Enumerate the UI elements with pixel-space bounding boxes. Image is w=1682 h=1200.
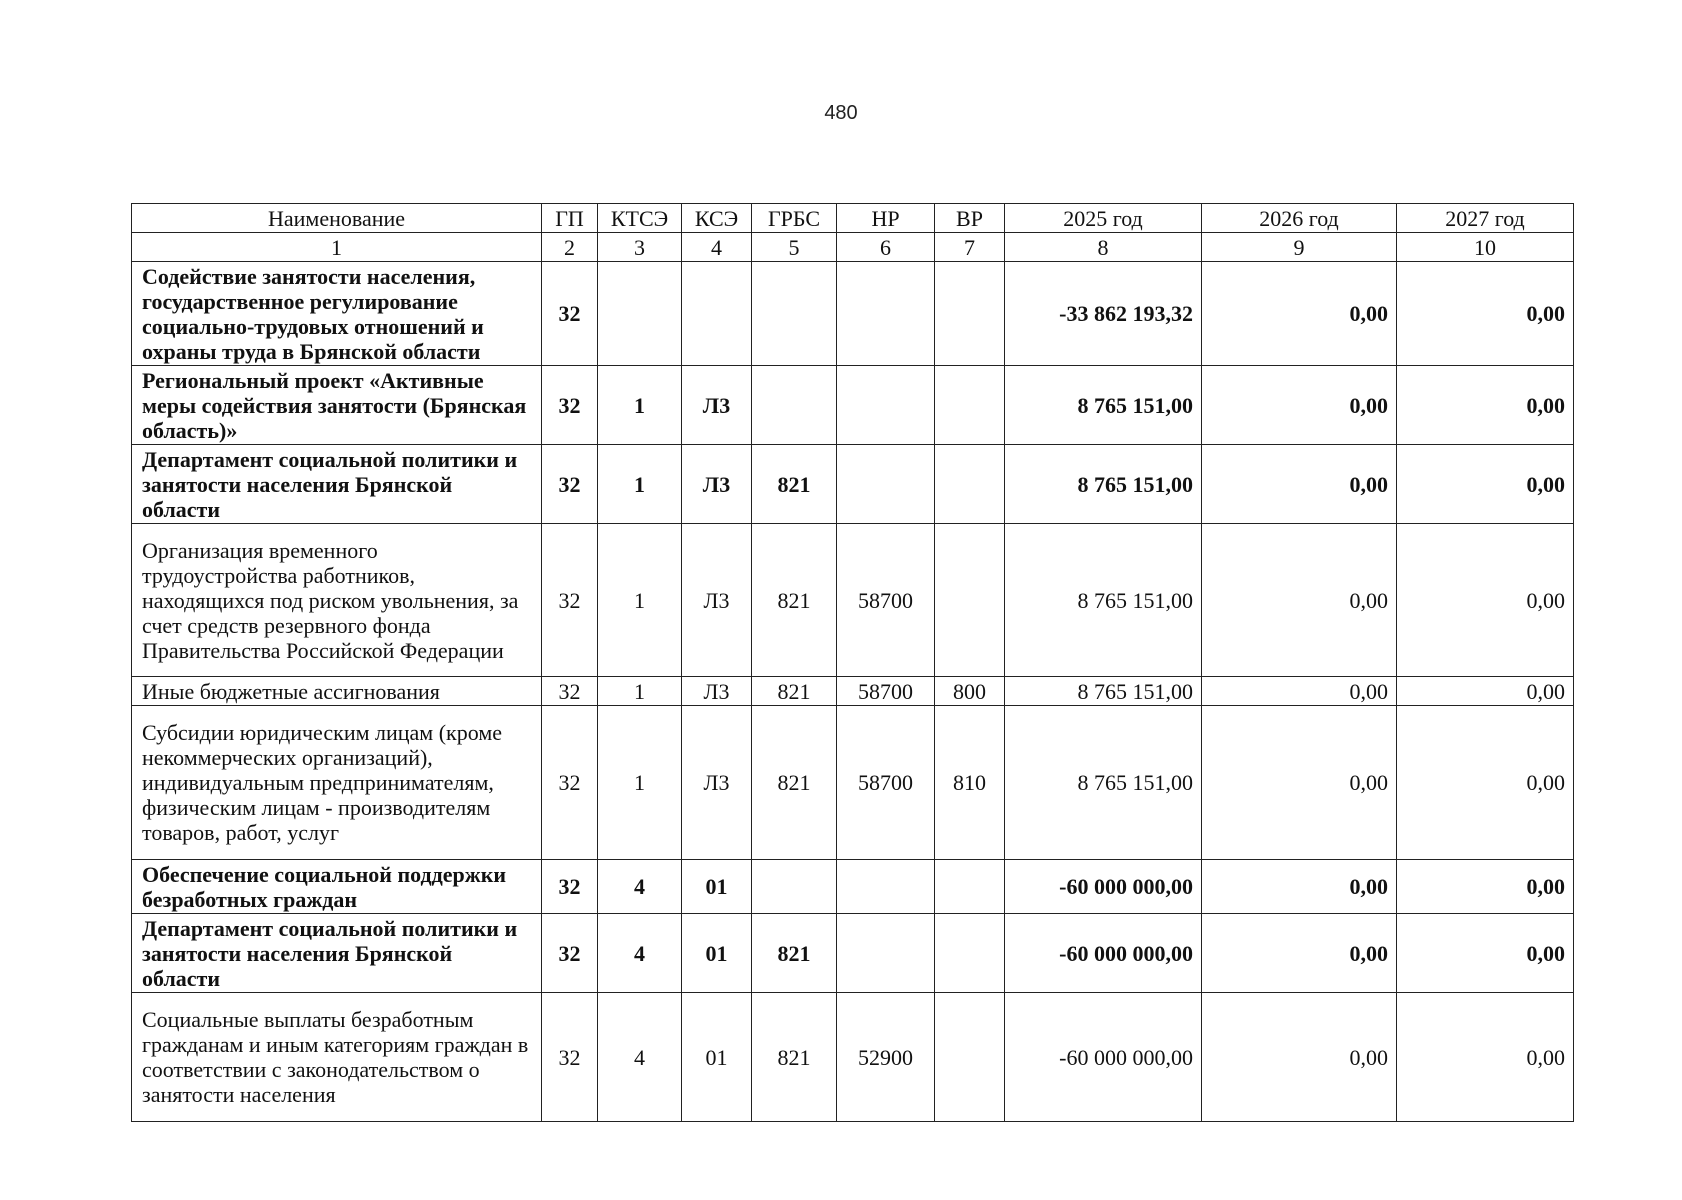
cell-kse — [682, 262, 752, 366]
cell-ktse: 1 — [598, 445, 682, 524]
header-gp: ГП — [542, 204, 598, 233]
cell-2026: 0,00 — [1202, 860, 1397, 914]
cell-2025: 8 765 151,00 — [1005, 677, 1202, 706]
column-number: 3 — [598, 233, 682, 262]
cell-ktse: 1 — [598, 366, 682, 445]
header-nr: НР — [837, 204, 935, 233]
cell-2025: -60 000 000,00 — [1005, 860, 1202, 914]
header-row — [132, 204, 1574, 233]
cell-name: Департамент социальной политики и занятости населения Брянской области — [132, 914, 542, 993]
cell-nr — [837, 914, 935, 993]
cell-2025: -60 000 000,00 — [1005, 993, 1202, 1122]
cell-2026: 0,00 — [1202, 993, 1397, 1122]
cell-nr: 58700 — [837, 677, 935, 706]
cell-vr — [935, 262, 1005, 366]
cell-vr — [935, 860, 1005, 914]
column-number: 2 — [542, 233, 598, 262]
cell-2025: 8 765 151,00 — [1005, 445, 1202, 524]
table-row — [132, 677, 1574, 706]
header-ktse: КТСЭ — [598, 204, 682, 233]
cell-2027: 0,00 — [1397, 524, 1574, 677]
cell-nr: 58700 — [837, 524, 935, 677]
cell-vr: 810 — [935, 706, 1005, 860]
cell-kse: Л3 — [682, 677, 752, 706]
cell-kse: 01 — [682, 993, 752, 1122]
cell-2026: 0,00 — [1202, 914, 1397, 993]
column-number: 5 — [752, 233, 837, 262]
cell-ktse: 4 — [598, 860, 682, 914]
cell-name: Региональный проект «Активные меры содействия занятости (Брянская область)» — [132, 366, 542, 445]
cell-name: Социальные выплаты безработным гражданам и иным категориям граждан в соответствии с законодательством о занятости населения — [132, 993, 542, 1122]
cell-ktse: 4 — [598, 914, 682, 993]
table-row — [132, 860, 1574, 914]
cell-ktse: 4 — [598, 993, 682, 1122]
cell-grbs — [752, 860, 837, 914]
cell-2025: 8 765 151,00 — [1005, 524, 1202, 677]
cell-2025: -33 862 193,32 — [1005, 262, 1202, 366]
cell-ktse: 1 — [598, 706, 682, 860]
cell-kse: Л3 — [682, 366, 752, 445]
cell-grbs — [752, 366, 837, 445]
cell-nr — [837, 860, 935, 914]
cell-grbs: 821 — [752, 993, 837, 1122]
header-vr: ВР — [935, 204, 1005, 233]
cell-gp: 32 — [542, 445, 598, 524]
header-grbs: ГРБС — [752, 204, 837, 233]
cell-vr — [935, 993, 1005, 1122]
cell-vr — [935, 366, 1005, 445]
cell-ktse — [598, 262, 682, 366]
cell-2027: 0,00 — [1397, 860, 1574, 914]
table-row — [132, 445, 1574, 524]
cell-gp: 32 — [542, 262, 598, 366]
cell-kse: 01 — [682, 860, 752, 914]
cell-nr: 52900 — [837, 993, 935, 1122]
cell-gp: 32 — [542, 524, 598, 677]
cell-grbs — [752, 262, 837, 366]
cell-grbs: 821 — [752, 445, 837, 524]
column-number: 7 — [935, 233, 1005, 262]
cell-name: Субсидии юридическим лицам (кроме некоммерческих организаций), индивидуальным предпринимателям, физическим лицам - производителям товаров, работ, услуг — [132, 706, 542, 860]
cell-grbs: 821 — [752, 706, 837, 860]
cell-2026: 0,00 — [1202, 262, 1397, 366]
cell-2026: 0,00 — [1202, 445, 1397, 524]
cell-name: Иные бюджетные ассигнования — [132, 677, 542, 706]
table-row — [132, 914, 1574, 993]
cell-gp: 32 — [542, 706, 598, 860]
cell-name: Департамент социальной политики и занятости населения Брянской области — [132, 445, 542, 524]
page-number: 480 — [824, 102, 858, 124]
cell-2026: 0,00 — [1202, 366, 1397, 445]
cell-grbs: 821 — [752, 677, 837, 706]
cell-name: Обеспечение социальной поддержки безработных граждан — [132, 860, 542, 914]
cell-name: Содействие занятости населения, государственное регулирование социально-трудовых отношений и охраны труда в Брянской области — [132, 262, 542, 366]
cell-nr — [837, 262, 935, 366]
header-2027: 2027 год — [1397, 204, 1574, 233]
column-number-row — [132, 233, 1574, 262]
cell-2025: 8 765 151,00 — [1005, 706, 1202, 860]
cell-vr — [935, 524, 1005, 677]
column-number: 1 — [132, 233, 542, 262]
cell-2026: 0,00 — [1202, 706, 1397, 860]
cell-2026: 0,00 — [1202, 524, 1397, 677]
cell-2027: 0,00 — [1397, 445, 1574, 524]
cell-2026: 0,00 — [1202, 677, 1397, 706]
cell-nr — [837, 366, 935, 445]
cell-gp: 32 — [542, 914, 598, 993]
cell-gp: 32 — [542, 677, 598, 706]
cell-name: Организация временного трудоустройства работников, находящихся под риском увольнения, за счет средств резервного фонда Правительства Российской Федерации — [132, 524, 542, 677]
column-number: 4 — [682, 233, 752, 262]
header-name: Наименование — [132, 204, 542, 233]
cell-kse: Л3 — [682, 524, 752, 677]
cell-grbs: 821 — [752, 914, 837, 993]
table-row — [132, 524, 1574, 677]
column-number: 8 — [1005, 233, 1202, 262]
cell-2025: -60 000 000,00 — [1005, 914, 1202, 993]
cell-2027: 0,00 — [1397, 366, 1574, 445]
cell-kse: Л3 — [682, 445, 752, 524]
cell-2027: 0,00 — [1397, 706, 1574, 860]
cell-ktse: 1 — [598, 524, 682, 677]
table-header — [132, 204, 1574, 262]
cell-kse: Л3 — [682, 706, 752, 860]
table-row — [132, 993, 1574, 1122]
column-number: 10 — [1397, 233, 1574, 262]
cell-gp: 32 — [542, 860, 598, 914]
cell-2027: 0,00 — [1397, 677, 1574, 706]
cell-2027: 0,00 — [1397, 914, 1574, 993]
table-row — [132, 366, 1574, 445]
column-number: 6 — [837, 233, 935, 262]
cell-2027: 0,00 — [1397, 993, 1574, 1122]
header-2025: 2025 год — [1005, 204, 1202, 233]
cell-vr — [935, 914, 1005, 993]
budget-table — [131, 203, 1574, 1122]
table-body — [132, 262, 1574, 1122]
cell-grbs: 821 — [752, 524, 837, 677]
cell-nr: 58700 — [837, 706, 935, 860]
cell-2025: 8 765 151,00 — [1005, 366, 1202, 445]
header-kse: КСЭ — [682, 204, 752, 233]
cell-ktse: 1 — [598, 677, 682, 706]
cell-gp: 32 — [542, 366, 598, 445]
table-row — [132, 706, 1574, 860]
cell-kse: 01 — [682, 914, 752, 993]
cell-vr — [935, 445, 1005, 524]
table-row — [132, 262, 1574, 366]
column-number: 9 — [1202, 233, 1397, 262]
cell-nr — [837, 445, 935, 524]
cell-gp: 32 — [542, 993, 598, 1122]
cell-vr: 800 — [935, 677, 1005, 706]
header-2026: 2026 год — [1202, 204, 1397, 233]
cell-2027: 0,00 — [1397, 262, 1574, 366]
